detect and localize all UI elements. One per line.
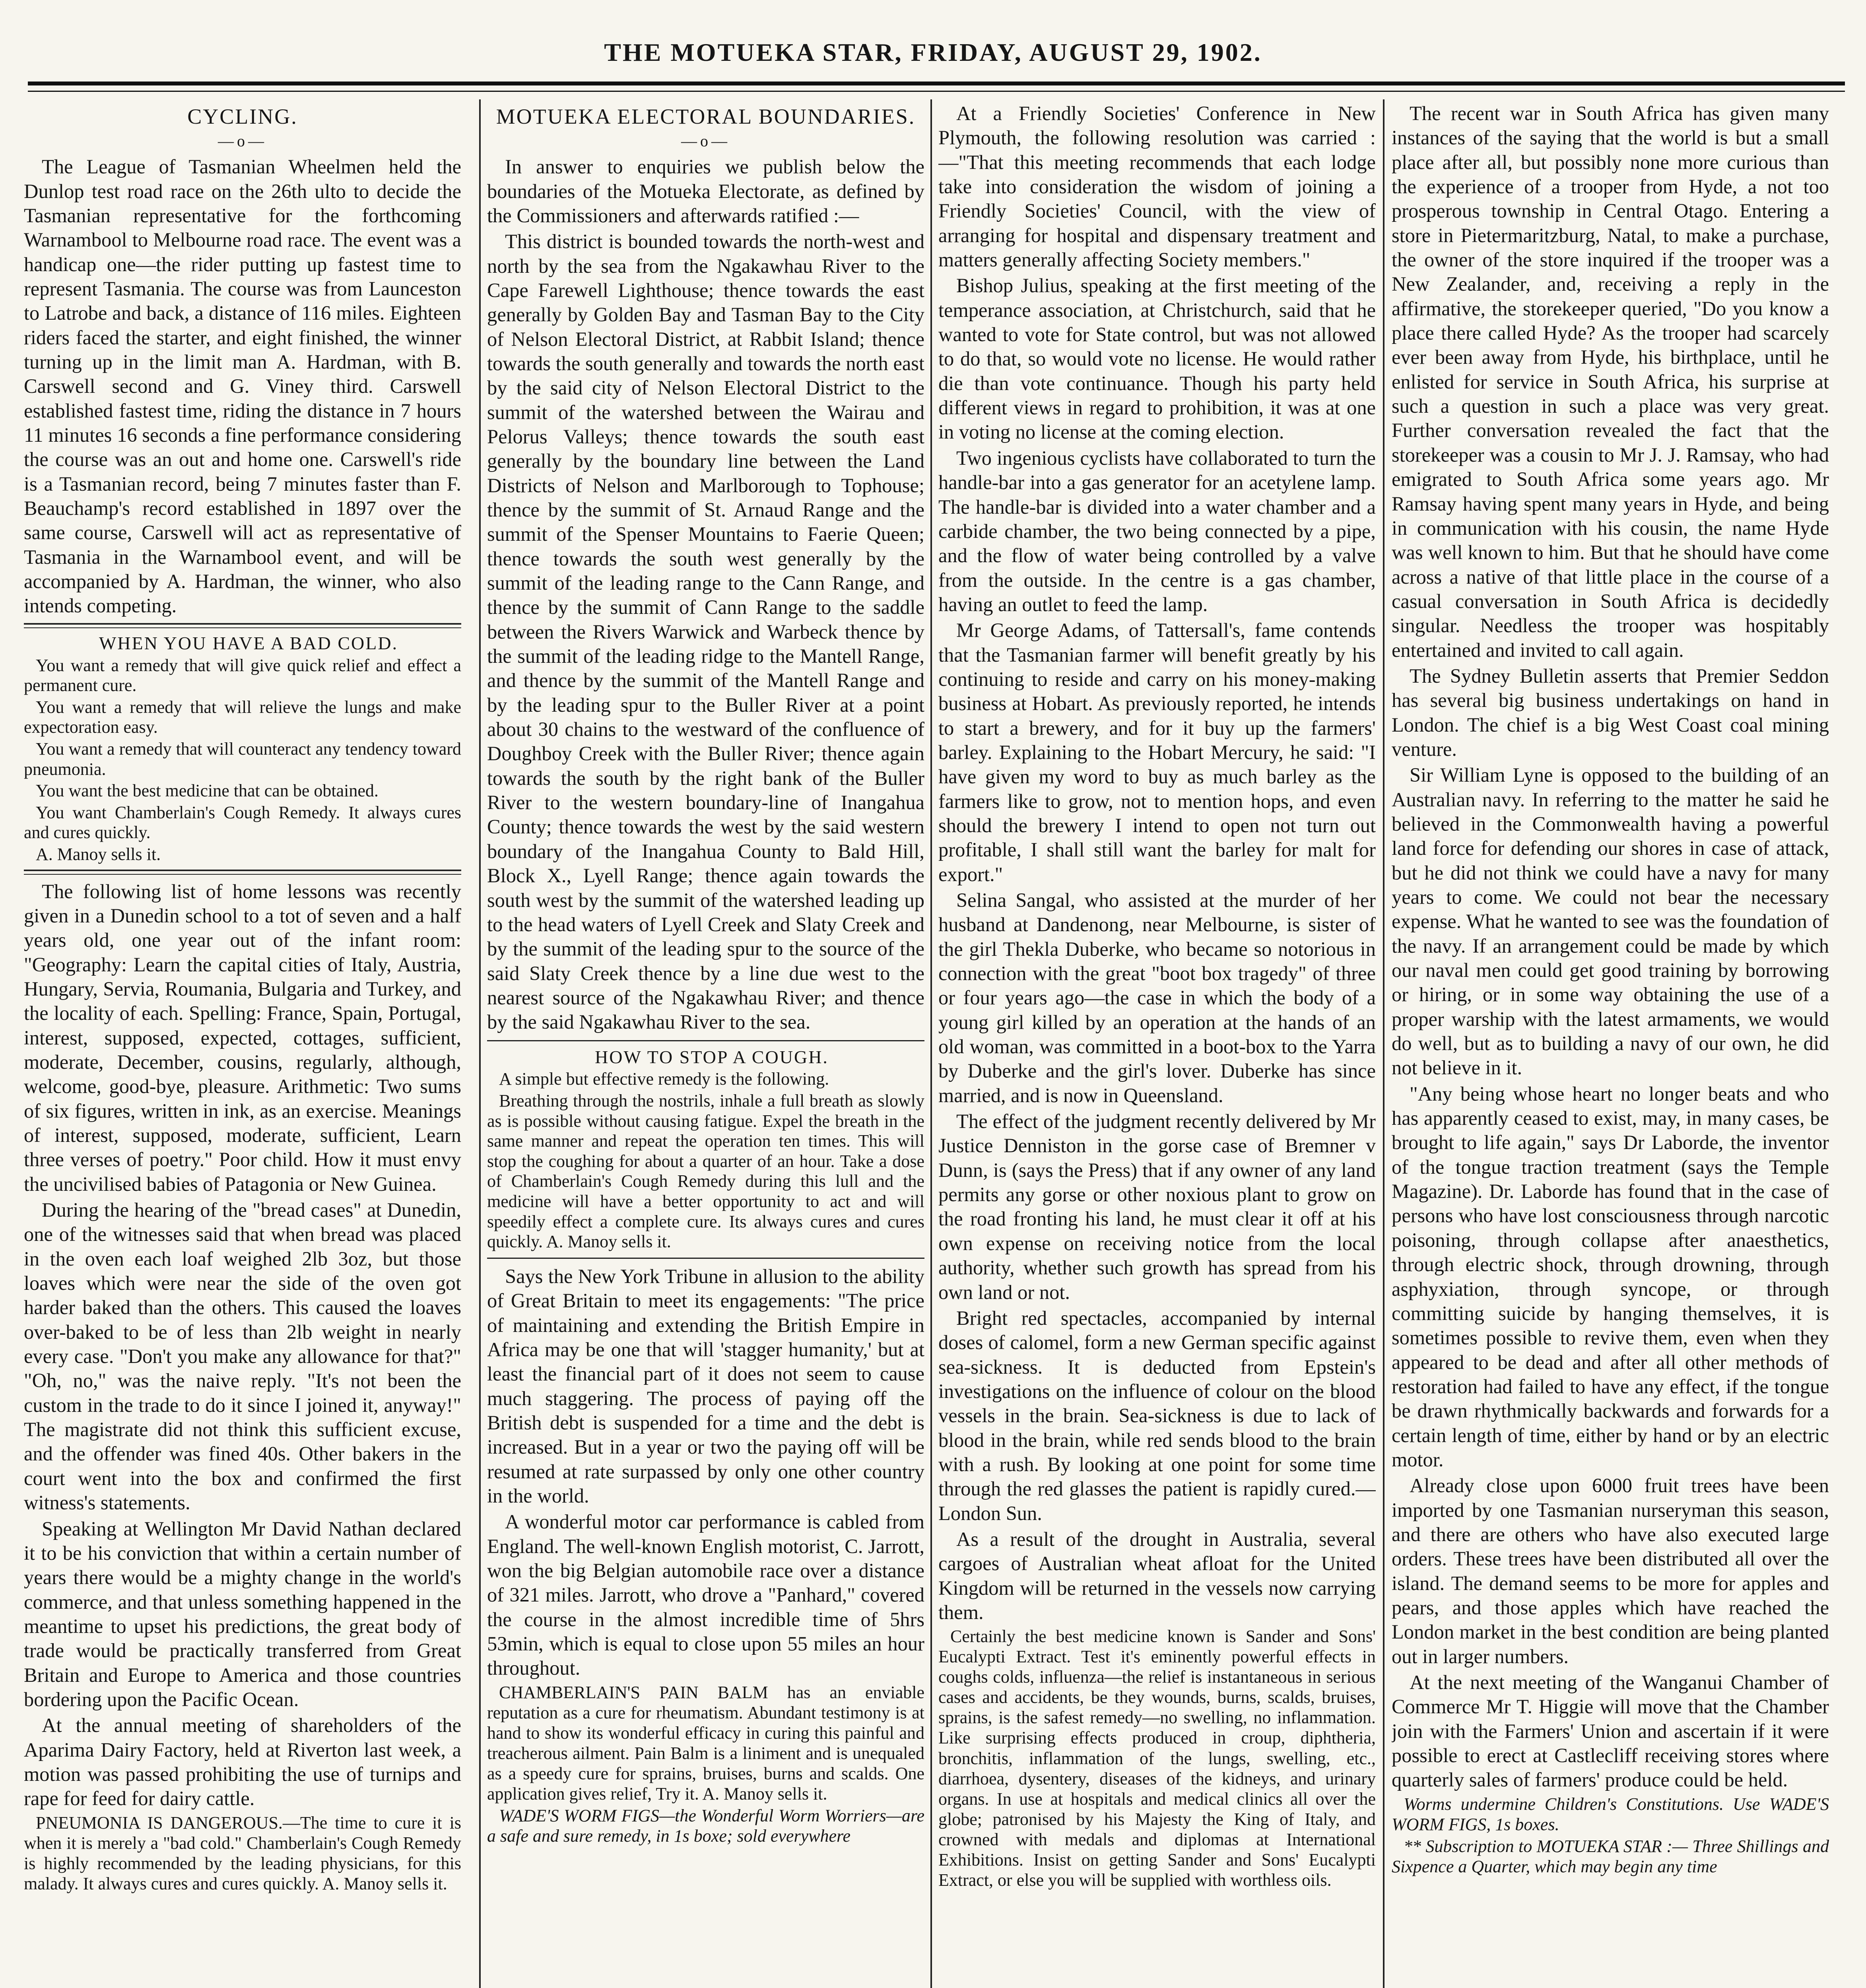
masthead-rule [28,82,1845,85]
section-rule [24,623,461,628]
electoral-ornament: —o— [681,132,730,150]
electoral-heading: MOTUEKA ELECTORAL BOUNDARIES. [496,105,916,128]
nathan-article: Speaking at Wellington Mr David Nathan declared it to be his conviction that within a certain number of years there would be a mighty change in the world's commerce, and that unless something happened in the meantime to upset his predictions, the great body of trade would be practically transferred from Great Britain and Europe to America and those countries bordering upon the Pacific Ocean. [24,1517,461,1710]
column-divider [930,99,932,1988]
red-spectacles-article: Bright red spectacles, accompanied by internal doses of calomel, form a new German specific against sea-sickness. It is deducted from Epstein's investigations on the influence of colour on the blood vessels in the brain. Sea-sickness is due to lack of blood in the brain, while red sends blood to the brain with a rush. By looking at one point for some time through the red glasses the patient is rapidly cured.—London Sun. [938,1307,1376,1524]
sydney-bulletin-article: The Sydney Bulletin asserts that Premier Seddon has several big business undertakings on hand in London. The chief is a big West Coast coal mining venture. [1392,664,1829,760]
cold-advert-line: You want the best medicine that can be obtained. [36,781,379,801]
cold-advert-heading: WHEN YOU HAVE A BAD COLD. [99,633,398,653]
section-rule [487,1040,924,1041]
electoral-intro: In answer to enquiries we publish below the boundaries of the Motueka Electorate, as defined by the Commissioners and afterwards ratified :— [487,155,924,227]
cyclists-lamp-article: Two ingenious cyclists have collaborated to turn the handle-bar into a gas generator for an acetylene lamp. The handle-bar is divided into a water chamber and a carbide chamber, the two being connected by a pipe, and the flow of water being controlled by a valve from the outside. In the centre is a gas chamber, having an outlet to feed the lamp. [938,447,1376,615]
lessons-article: The following list of home lessons was recently given in a Dunedin school to a tot of seven and a half years old, one year out of the infant room: "Geography: Learn the capital cities of Italy, Austria, Hungary, Servia, Roumania, Bulgaria and Turkey, and the locality of each. Spelling: France, Spain, Portugal, interest, supposed, expected, cottages, sufficient, moderate, December, cousins, regularly, although, welcome, good-bye, pleasure. Arithmetic: Two sums of six figures, written in ink, as an exercise. Meanings of interest, supposed, moderate, sufficient, Learn three verses of poetry." Poor child. How it must envy the uncivilised babies of Patagonia or New Guinea. [24,880,461,1195]
bread-article: During the hearing of the "bread cases" at Dunedin, one of the witnesses said that when bread was placed in the oven each loaf weighed 2lb 3oz, but those loaves which were near the side of the oven got harder baked than the others. This caused the loaves over-baked to be of less than 2lb weight in nearly every case. "Don't you make any allowance for that?" "Oh, no," was the naive reply. "It's not been the custom in the trade to do it since I joined it, anyway!" The magistrate did not think this sufficient excuse, and the offender was fined 40s. Other bakers in the court went into the box and confirmed the first witness's statements. [24,1199,461,1514]
cough-advert-heading: HOW TO STOP A COUGH. [595,1046,829,1067]
wade-worm-figs-advert: WADE'S WORM FIGS—the Wonderful Worm Worriers—are a safe and sure remedy, in 1s boxe; sold everywhere [487,1806,924,1846]
cycling-article: The League of Tasmanian Wheelmen held the Dunlop test road race on the 26th ulto to decide the Tasmanian representative for the forthcoming Warnambool to Melbourne road race. The event was a handicap one—the rider putting up fastest time to represent Tasmania. The course was from Launceston to Latrobe and back, a distance of 116 miles. Eighteen riders faced the starter, and eight finished, the winner turning up in the limit man A. Hardman, with B. Carswell second and G. Viney third. Carswell established fastest time, riding the distance in 7 hours 11 minutes 16 seconds a fine performance considering the course was an out and home one. Carswell's ride is a Tasmanian record, being 7 minutes faster than F. Beauchamp's record established in 1897 over the same course, Carswell will act as representative of Tasmania in the Warnambool event, and will be accompanied by A. Hardman, the winner, who also intends competing. [24,155,461,617]
pain-balm-advert: CHAMBERLAIN'S PAIN BALM has an enviable reputation as a cure for rheumatism. Abundant testimony is at hand to show its wonderful efficacy in curing this painful and treacherous ailment. Pain Balm is a liniment and is unequaled as a speedy cure for sprains, bruises, burns and scalds. One application gives relief, Try it. A. Manoy sells it. [487,1682,924,1804]
drought-article: As a result of the drought in Australia, several cargoes of Australian wheat afloat for the United Kingdom will be returned in the vessels now carrying them. [938,1528,1376,1623]
electoral-boundaries: This district is bounded towards the north-west and north by the sea from the Ngakawhau River to the Cape Farewell Lighthouse; thence towards the east generally by Golden Bay and Tasman Bay to the City of Nelson Electoral District, at Rabbit Island; thence towards the south generally and towards the north east by the said city of Nelson Electoral District to the summit of the watershed between the Wairau and Pelorus Valleys; thence towards the south east generally by the boundary line between the Land Districts of Nelson and Marlborough to Tophouse; thence by the summit of St. Arnaud Range and the summit of the Spenser Mountains to Faerie Queen; thence towards the south west generally by the summit of the leading range to the Cann Range, and thence by the summit of Cann Range to the saddle between the Rivers Warwick and Warbeck thence by the summit of the leading ridge to the Mantell Range, and thence by the summit of the Mantell Range and by the leading spur to the Buller River at a point about 30 chains to the westward of the confluence of Doughboy Creek with the Buller River; thence again towards the south by the right bank of the Buller River to the western boundary-line of Inangahua County; thence towards the west by the said western boundary of the Inangahua County to Bald Hill, Block X., Lyell Range; thence again towards the south west by the summit of the watershed leading up to the head waters of Lyell Creek and Slaty Creek and by the summit of the leading spur to the source of the said Slaty Creek thence by a line due west to the nearest source of the Ngakawhau River; and thence by the said Ngakawhau River to the sea. [487,230,924,1033]
gorse-judgment-article: The effect of the judgment recently delivered by Mr Justice Denniston in the gorse case of Bremner v Dunn, is (says the Press) that if any owner of any land permits any gorse or other noxious plant to grow on the road fronting his land, he must clear it off at his own expense on receiving notice from the local authority, whether such growth has spread from his own land or not. [938,1110,1376,1303]
column-4 [1392,101,1829,1988]
cold-advert-line: You want a remedy that will counteract any tendency toward pneumonia. [24,739,461,779]
cold-advert-line: A. Manoy sells it. [36,844,161,864]
cold-advert-line: You want Chamberlain's Cough Remedy. It always cures and cures quickly. [24,802,461,843]
worm-figs-advert: Worms undermine Children's Constitutions. Use WADE'S WORM FIGS, 1s boxes. [1392,1794,1829,1834]
column-divider [479,99,481,1988]
south-africa-article: The recent war in South Africa has given many instances of the saying that the world is but a small place after all, but possibly none more curious than the experience of a trooper from Hyde, a not too prosperous township in Central Otago. Entering a store in Pietermaritzburg, Natal, to make a purchase, the owner of the store inquired if the trooper was a New Zealander, and, receiving a reply in the affirmative, the storekeeper queried, "Do you know a place there called Hyde? As the trooper had scarcely ever been away from Hyde, his birthplace, until he enlisted for service in South Africa, his surprise at such a question in such a place was very great. Further conversation revealed the fact that the storekeeper was a cousin to Mr J. J. Ramsay, who had emigrated to South Africa some years ago. Mr Ramsay having spent many years in Hyde, and being in communication with his cousin, the name Hyde was well known to him. But that he should have come across a native of that little place in the course of a casual conversation in South Africa is decidedly singular. Needless the trooper was hospitably entertained and invited to call again. [1392,102,1829,661]
cycling-ornament: —o— [218,132,267,150]
column-1 [24,101,461,1988]
friendly-societies-article: At a Friendly Societies' Conference in New Plymouth, the following resolution was carried :—"That this meeting recommends that each lodge take into consideration the wisdom of joining a Friendly Societies' Council, with the view of arranging for hospital and dispensary treatment and matters generally affecting Society members." [938,102,1376,271]
cold-advert [24,633,461,865]
column-3 [938,101,1376,1988]
subscription-notice: ** Subscription to MOTUEKA STAR :— Three Shillings and Sixpence a Quarter, which may begin any time [1392,1836,1829,1876]
cough-advert-body: Breathing through the nostrils, inhale a full breath as slowly as is possible without causing fatigue. Expel the breath in the same manner and repeat the operation ten times. This will stop the coughing for about a quarter of an hour. Take a dose of Chamberlain's Cough Remedy during this lull and the medicine will have a better opportunity to act and will speedily effect a complete cure. Its always cures and cures quickly. A. Manoy sells it. [487,1091,924,1252]
cough-advert [487,1047,924,1252]
masthead-rule-thin [28,91,1845,92]
laborde-article: "Any being whose heart no longer beats and who has apparently ceased to exist, may, in many cases, be brought to life again," says Dr Laborde, the inventor of the tongue traction treatment (says the Temple Magazine). Dr. Laborde has found that in the case of persons who have lost consciousness through narcotic poisoning, through collapse after anaesthetics, through electric shock, through drowning, through asphyxiation, through syncope, or through committing suicide by hanging themselves, it is sometimes possible to revive them, even when they appeared to be dead and after all other methods of restoration had failed to have any effect, if the tongue be drawn rhythmically backwards and forwards for a certain length of time, either by hand or by an electric motor. [1392,1082,1829,1471]
section-rule [24,870,461,875]
cold-advert-line: You want a remedy that will give quick relief and effect a permanent cure. [24,655,461,695]
wanganui-chamber-article: At the next meeting of the Wanganui Chamber of Commerce Mr T. Higgie will move that the Chamber join with the Farmers' Union and ascertain if it were possible to erect at Castlecliff receiving stores where quarterly sales of farmers' produce could be held. [1392,1671,1829,1791]
cold-advert-line: You want a remedy that will relieve the lungs and make expectoration easy. [24,697,461,737]
eucalypti-advert: Certainly the best medicine known is Sander and Sons' Eucalypti Extract. Test it's eminently powerful effects in coughs colds, influenza—the relief is instantaneous in serious cases and accidents, be they wounds, burns, scalds, bruises, sprains, is the safest remedy—no swelling, no inflammation. Like surprising effects produced in croup, diphtheria, bronchitis, inflammation of the lungs, swelling, etc., diarrhoea, dysentery, diseases of the kidneys, and urinary organs. In use at hospitals and medical clinics all over the globe; patronised by his Majesty the King of Italy, and crowned with medals and diplomas at International Exhibitions. Insist on getting Sander and Sons' Eucalypti Extract, or else you will be supplied with worthless oils. [938,1627,1376,1890]
george-adams-article: Mr George Adams, of Tattersall's, fame contends that the Tasmanian farmer will benefit greatly by his continuing to reside and carry on his money-making business at Hobart. As previously reported, he intends to start a brewery, and for it buy up the farmers' barley. Explaining to the Hobart Mercury, he said: "I have given my word to buy as much barley as the farmers like to grow, not to mention hops, and even should the brewery I intend to open not turn out profitable, I shall still want the barley for malt for export." [938,619,1376,885]
dairy-article: At the annual meeting of shareholders of the Aparima Dairy Factory, held at Riverton last week, a motion was passed prohibiting the use of turnips and rape for feed for dairy cattle. [24,1714,461,1810]
william-lyne-article: Sir William Lyne is opposed to the building of an Australian navy. In referring to the matter he said he believed in the Commonwealth having a powerful land force for defending our shores in case of attack, but he did not think we could have a navy for many years to come. We could not bear the necessary expense. What he wanted to see was the foundation of the navy. If an arrangement could be made by which our naval men could get good training by borrowing or hiring, or in some way obtaining the use of a proper warship with the latest armaments, we would do well, but as to building a navy of our own, he did not believe in it. [1392,764,1829,1079]
cough-advert-intro: A simple but effective remedy is the following. [499,1069,829,1089]
selina-sangal-article: Selina Sangal, who assisted at the murder of her husband at Dandenong, near Melbourne, is sister of the girl Thekla Duberke, who became so notorious in connection with the great "boot box tragedy" of three or four years ago—the case in which the body of a young girl killed by an operation at the hands of an old woman, was committed in a boot-box to the Yarra by Duberke and the girl's lover. Duberke has since married, and is now in Queensland. [938,889,1376,1107]
cycling-heading: CYCLING. [187,105,298,128]
masthead: THE MOTUEKA STAR, FRIDAY, AUGUST 29, 1902. [604,38,1262,66]
bishop-julius-article: Bishop Julius, speaking at the first meeting of the temperance association, at Christchurch, said that he wanted to vote for State control, but was not allowed to do that, so would vote no license. He would rather die than vote continuance. Though his party held different views in regard to prohibition, it was at one in voting no license at the coming election. [938,274,1376,443]
pneumonia-advert: PNEUMONIA IS DANGEROUS.—The time to cure it is when it is merely a "bad cold." Chamberlain's Cough Remedy is highly recommended by the leading physicians, for this malady. It always cures and cures quickly. A. Manoy sells it. [24,1813,461,1893]
column-2 [487,101,924,1988]
fruit-trees-article: Already close upon 6000 fruit trees have been imported by one Tasmanian nurseryman this season, and there are others who have also executed large orders. These trees have been distributed all over the island. The demand seems to be more for apples and pears, and those apples which have reached the London market in the best condition are being planted out in larger numbers. [1392,1474,1829,1668]
column-divider [1383,99,1384,1988]
tribune-article: Says the New York Tribune in allusion to the ability of Great Britain to meet its engagements: "The price of maintaining and extending the British Empire in Africa may be one that will 'stagger humanity,' but at least the financial part of it does not seem to cause much staggering. The process of paying off the British debt is suspended for a time and the debt is increased. But in a year or two the paying off will be resumed at rate surpassed by only one other country in the world. [487,1265,924,1507]
motor-article: A wonderful motor car performance is cabled from England. The well-known English motorist, C. Jarrott, won the big Belgian automobile race over a distance of 321 miles. Jarrott, who drove a "Panhard," covered the course in the almost incredible time of 5hrs 53min, which is equal to close upon 55 miles an hour throughout. [487,1510,924,1679]
section-rule [487,1258,924,1259]
